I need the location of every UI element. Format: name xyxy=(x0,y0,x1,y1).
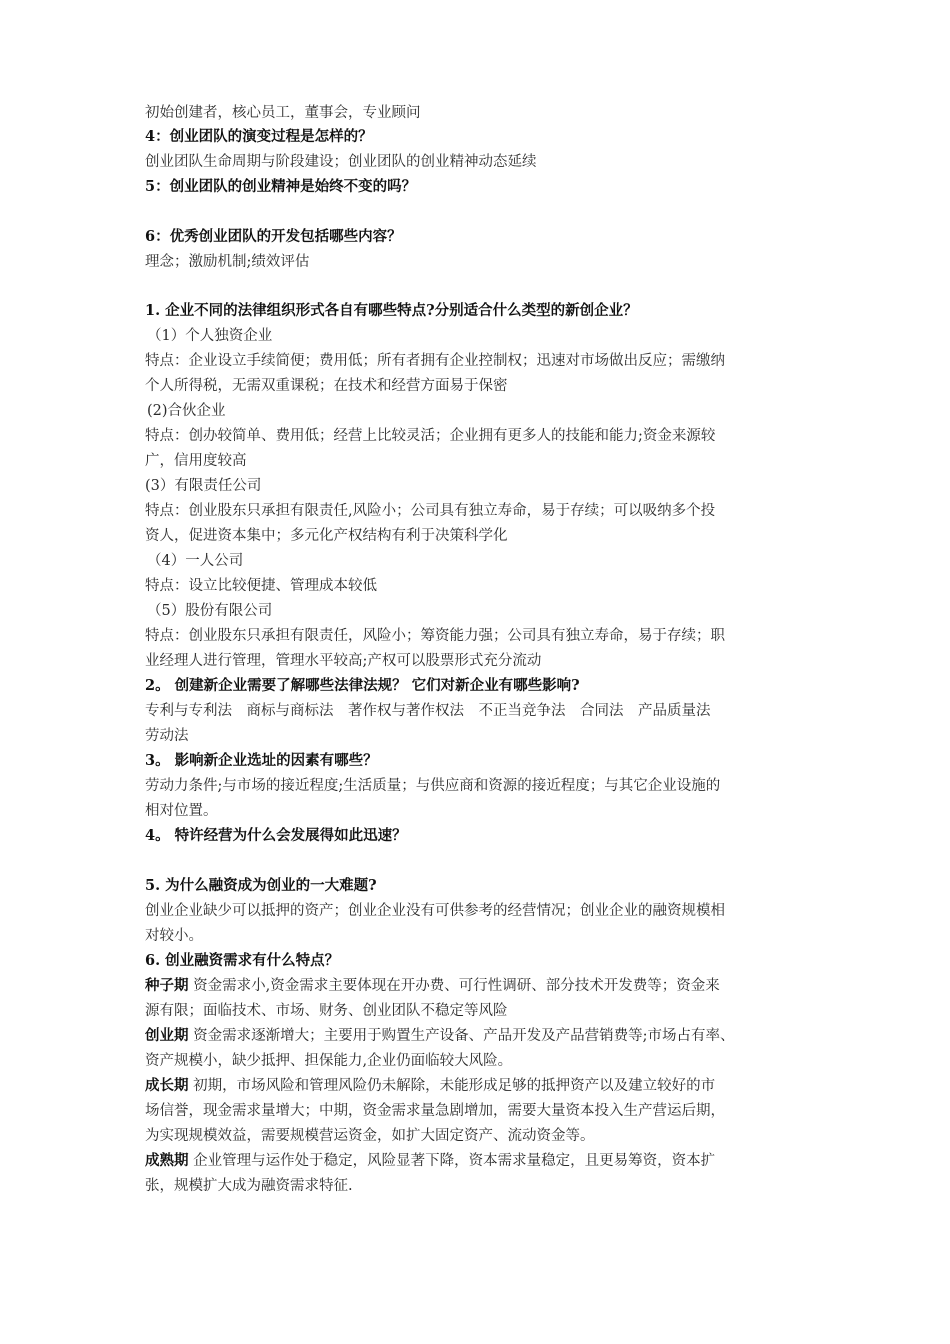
text-line: 张，规模扩大成为融资需求特征. xyxy=(145,1178,353,1194)
sub-heading: （1）个人独资企业 xyxy=(147,328,273,344)
sub-heading: (3）有限责任公司 xyxy=(145,478,262,494)
stage-text: 资金需求小,资金需求主要体现在开办费、可行性调研、部分技术开发费等；资金来 xyxy=(188,978,720,994)
text-line: 特点：创业股东只承担有限责任,风险小；公司具有独立寿命，易于存续；可以吸纳多个投 xyxy=(145,503,716,519)
stage-text: 企业管理与运作处于稳定，风险显著下降，资本需求量稳定，且更易筹资，资本扩 xyxy=(188,1153,716,1169)
text-line: 特点：创业股东只承担有限责任，风险小；筹资能力强；公司具有独立寿命，易于存续；职 xyxy=(145,628,725,644)
text-line: 业经理人进行管理，管理水平较高;产权可以股票形式充分流动 xyxy=(145,653,542,669)
text-line: 源有限；面临技术、市场、财务、创业团队不稳定等风险 xyxy=(145,1003,508,1019)
question-heading: 6：优秀创业团队的开发包括哪些内容？ xyxy=(145,228,402,245)
text-line: 特点：创办较简单、费用低；经营上比较灵活；企业拥有更多人的技能和能力;资金来源较 xyxy=(145,428,716,444)
stage-text: 初期，市场风险和管理风险仍未解除，未能形成足够的抵押资产以及建立较好的市 xyxy=(188,1078,716,1094)
question-heading: 5：创业团队的创业精神是始终不变的吗？ xyxy=(145,178,417,195)
text-line xyxy=(145,1149,825,1173)
text-line: 特点：企业设立手续简便；费用低；所有者拥有企业控制权；迅速对市场做出反应；需缴纳 xyxy=(145,353,725,369)
text-line: 劳动法 xyxy=(145,728,189,744)
text-line xyxy=(145,974,825,998)
stage-text: 资金需求逐渐增大；主要用于购置生产设备、产品开发及产品营销费等;市场占有率、 xyxy=(188,1028,735,1044)
text-line: 劳动力条件;与市场的接近程度;生活质量；与供应商和资源的接近程度；与其它企业设施的 xyxy=(145,778,721,794)
text-line: 创业企业缺少可以抵押的资产；创业企业没有可供参考的经营情况；创业企业的融资规模相 xyxy=(145,903,725,919)
question-heading: 5. 为什么融资成为创业的一大难题? xyxy=(145,877,377,894)
stage-label: 创业期 xyxy=(145,1027,189,1044)
question-heading: 4：创业团队的演变过程是怎样的？ xyxy=(145,128,373,145)
text-line xyxy=(145,1074,825,1098)
question-heading: 3。 影响新企业选址的因素有哪些？ xyxy=(145,752,378,769)
text-line: 资产规模小，缺少抵押、担保能力,企业仍面临较大风险。 xyxy=(145,1053,513,1069)
text-line: 广，信用度较高 xyxy=(145,453,247,469)
question-heading: 6. 创业融资需求有什么特点？ xyxy=(145,952,340,969)
text-line: 场信誉，现金需求量增大；中期，资金需求量急剧增加，需要大量资本投入生产营运后期， xyxy=(145,1103,725,1119)
text-line: 理念；激励机制;绩效评估 xyxy=(145,254,310,270)
text-line: 相对位置。 xyxy=(145,803,218,819)
text-line: 特点：设立比较便捷、管理成本较低 xyxy=(145,578,377,594)
text-line: 为实现规模效益，需要规模营运资金，如扩大固定资产、流动资金等。 xyxy=(145,1128,595,1144)
stage-label: 成熟期 xyxy=(145,1152,189,1169)
sub-heading: （5）股份有限公司 xyxy=(147,603,273,619)
question-heading: 2。 创建新企业需要了解哪些法律法规？ 它们对新企业有哪些影响? xyxy=(145,677,580,694)
text-line xyxy=(145,1024,825,1048)
text-line: 资人，促进资本集中；多元化产权结构有利于决策科学化 xyxy=(145,528,508,544)
text-line: 创业团队生命周期与阶段建设；创业团队的创业精神动态延续 xyxy=(145,154,537,170)
text-line: 初始创建者，核心员工，董事会，专业顾问 xyxy=(145,105,421,121)
question-heading: 4。 特许经营为什么会发展得如此迅速？ xyxy=(145,827,407,844)
stage-label: 成长期 xyxy=(145,1077,189,1094)
stage-label: 种子期 xyxy=(145,977,189,994)
text-line: 个人所得税，无需双重课税；在技术和经营方面易于保密 xyxy=(145,378,508,394)
sub-heading: （4）一人公司 xyxy=(147,553,244,569)
question-heading: 1. 企业不同的法律组织形式各自有哪些特点?分别适合什么类型的新创企业？ xyxy=(145,302,638,319)
text-line: 对较小。 xyxy=(145,928,203,944)
sub-heading: (2)合伙企业 xyxy=(147,403,226,419)
text-line: 专利与专利法 商标与商标法 著作权与著作权法 不正当竞争法 合同法 产品质量法 xyxy=(145,703,711,719)
